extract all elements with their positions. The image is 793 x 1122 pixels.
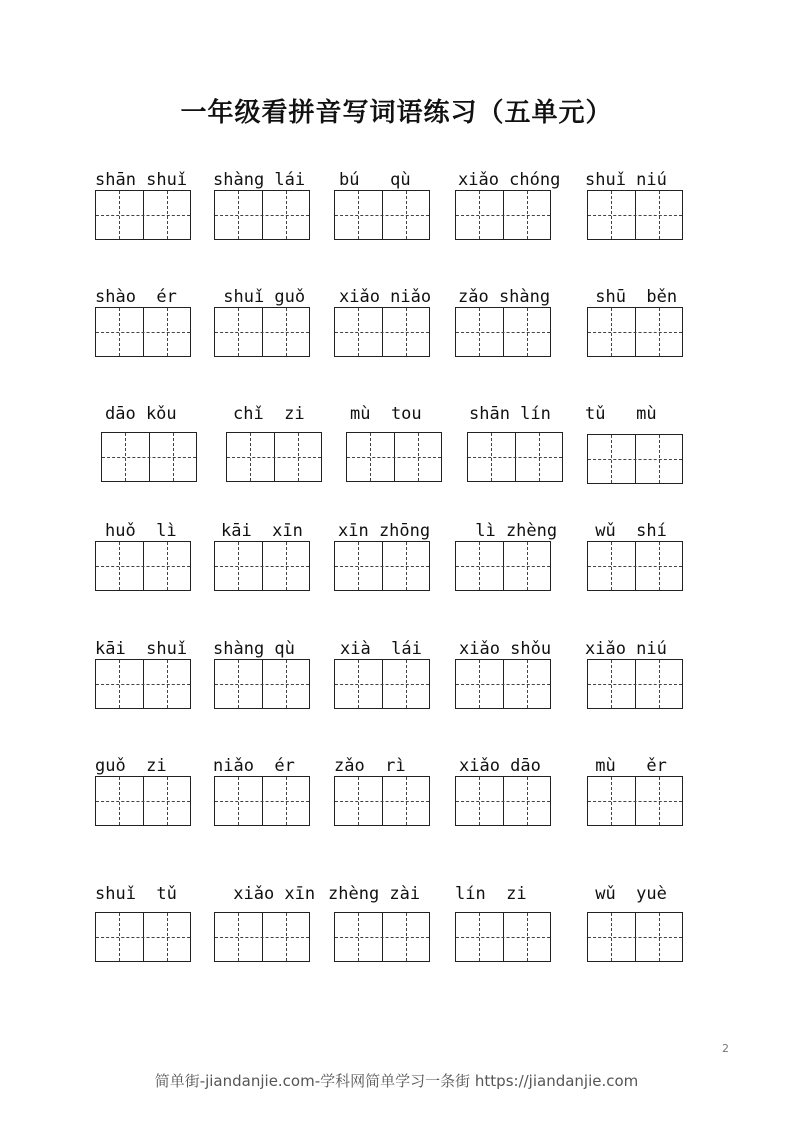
grid-guide-line [659, 435, 660, 483]
grid-guide-line [286, 191, 287, 239]
grid-guide-line [125, 433, 126, 481]
pinyin-label: tǔ mù [585, 404, 657, 424]
grid-guide-line [119, 777, 120, 825]
grid-guide-line [298, 433, 299, 481]
grid-guide-line [119, 308, 120, 356]
grid-guide-line [167, 308, 168, 356]
writing-grid[interactable] [226, 432, 322, 482]
grid-guide-line [215, 215, 309, 216]
pinyin-label: shàng qù [213, 639, 295, 659]
pinyin-label: shuǐ tǔ [95, 884, 177, 904]
writing-grid[interactable] [214, 659, 310, 709]
grid-guide-line [335, 332, 429, 333]
grid-guide-line [468, 457, 562, 458]
writing-grid[interactable] [455, 190, 551, 240]
writing-grid[interactable] [214, 541, 310, 591]
grid-guide-line [456, 937, 550, 938]
grid-guide-line [527, 660, 528, 708]
grid-guide-line [358, 191, 359, 239]
pinyin-label: guǒ zi [95, 756, 167, 776]
pinyin-label: shān lín [469, 404, 551, 424]
grid-guide-line [167, 191, 168, 239]
grid-guide-line [96, 684, 190, 685]
grid-guide-line [286, 660, 287, 708]
writing-grid[interactable] [334, 541, 430, 591]
writing-grid[interactable] [455, 659, 551, 709]
pinyin-label: shào ér [95, 287, 177, 307]
grid-guide-line [659, 777, 660, 825]
grid-guide-line [611, 542, 612, 590]
grid-guide-line [456, 215, 550, 216]
grid-guide-line [96, 937, 190, 938]
grid-guide-line [347, 457, 441, 458]
grid-guide-line [588, 215, 682, 216]
writing-grid[interactable] [587, 541, 683, 591]
page-number: 2 [722, 1042, 729, 1055]
grid-guide-line [491, 433, 492, 481]
grid-guide-line [119, 542, 120, 590]
grid-guide-line [335, 937, 429, 938]
grid-guide-line [588, 332, 682, 333]
grid-guide-line [238, 913, 239, 961]
writing-grid[interactable] [334, 307, 430, 357]
grid-guide-line [286, 913, 287, 961]
grid-guide-line [588, 459, 682, 460]
grid-guide-line [479, 191, 480, 239]
pinyin-label: kāi shuǐ [95, 639, 188, 659]
grid-guide-line [611, 308, 612, 356]
grid-guide-line [479, 913, 480, 961]
pinyin-label: niǎo ér [213, 756, 295, 776]
grid-guide-line [659, 308, 660, 356]
grid-guide-line [406, 191, 407, 239]
pinyin-label: xiǎo dāo [459, 756, 541, 776]
grid-guide-line [370, 433, 371, 481]
pinyin-label: shuǐ niú [585, 170, 667, 190]
grid-guide-line [96, 801, 190, 802]
writing-grid[interactable] [455, 912, 551, 962]
grid-guide-line [527, 913, 528, 961]
pinyin-label: xiǎo shǒu [459, 639, 552, 659]
writing-grid[interactable] [455, 541, 551, 591]
grid-guide-line [286, 308, 287, 356]
writing-grid[interactable] [214, 912, 310, 962]
grid-guide-line [119, 660, 120, 708]
grid-guide-line [167, 542, 168, 590]
grid-guide-line [611, 913, 612, 961]
grid-guide-line [238, 191, 239, 239]
grid-guide-line [215, 332, 309, 333]
grid-guide-line [96, 332, 190, 333]
grid-guide-line [215, 566, 309, 567]
pinyin-label: dāo kǒu [105, 404, 177, 424]
grid-guide-line [102, 457, 196, 458]
grid-guide-line [119, 913, 120, 961]
grid-guide-line [611, 777, 612, 825]
writing-grid[interactable] [334, 912, 430, 962]
grid-guide-line [479, 777, 480, 825]
writing-grid[interactable] [95, 541, 191, 591]
worksheet-title: 一年级看拼音写词语练习（五单元） [180, 98, 613, 128]
writing-grid[interactable] [95, 190, 191, 240]
pinyin-label: xīn zhōng [338, 521, 431, 541]
grid-guide-line [659, 660, 660, 708]
writing-grid[interactable] [587, 190, 683, 240]
grid-guide-line [456, 801, 550, 802]
grid-guide-line [335, 801, 429, 802]
grid-guide-line [611, 435, 612, 483]
grid-guide-line [588, 684, 682, 685]
grid-guide-line [406, 660, 407, 708]
grid-guide-line [611, 660, 612, 708]
pinyin-label: xià lái [340, 639, 422, 659]
writing-grid[interactable] [334, 190, 430, 240]
grid-guide-line [167, 777, 168, 825]
grid-guide-line [588, 937, 682, 938]
pinyin-label: wǔ shí [585, 521, 667, 541]
pinyin-label: lì zhèng [465, 521, 558, 541]
grid-guide-line [286, 542, 287, 590]
pinyin-label: bú qù [339, 170, 411, 190]
grid-guide-line [611, 191, 612, 239]
grid-guide-line [215, 801, 309, 802]
pinyin-label: huǒ lì [105, 521, 177, 541]
pinyin-label: zhèng zài [328, 884, 421, 904]
grid-guide-line [167, 913, 168, 961]
grid-guide-line [588, 801, 682, 802]
writing-grid[interactable] [587, 776, 683, 826]
grid-guide-line [406, 777, 407, 825]
grid-guide-line [456, 684, 550, 685]
grid-guide-line [286, 777, 287, 825]
writing-grid[interactable] [587, 434, 683, 484]
grid-guide-line [406, 913, 407, 961]
grid-guide-line [659, 542, 660, 590]
grid-guide-line [358, 660, 359, 708]
pinyin-label: zǎo shàng [458, 287, 551, 307]
grid-guide-line [167, 660, 168, 708]
pinyin-label: shān shuǐ [95, 170, 188, 190]
grid-guide-line [358, 913, 359, 961]
grid-guide-line [238, 308, 239, 356]
writing-grid[interactable] [587, 307, 683, 357]
grid-guide-line [539, 433, 540, 481]
writing-grid[interactable] [95, 776, 191, 826]
grid-guide-line [335, 215, 429, 216]
grid-guide-line [215, 937, 309, 938]
writing-grid[interactable] [455, 307, 551, 357]
grid-guide-line [358, 777, 359, 825]
pinyin-label: chǐ zi [233, 404, 305, 424]
writing-grid[interactable] [455, 776, 551, 826]
grid-guide-line [588, 566, 682, 567]
grid-guide-line [96, 215, 190, 216]
grid-guide-line [479, 660, 480, 708]
pinyin-label: zǎo rì [334, 756, 406, 776]
writing-grid[interactable] [334, 659, 430, 709]
pinyin-label: kāi xīn [221, 521, 303, 541]
grid-guide-line [335, 566, 429, 567]
grid-guide-line [238, 660, 239, 708]
writing-grid[interactable] [214, 307, 310, 357]
pinyin-label: mù tou [350, 404, 422, 424]
grid-guide-line [238, 777, 239, 825]
footer-text: 简单街-jiandanjie.com-学科网简单学习一条街 https://jiandanjie.com [154, 1072, 639, 1090]
grid-guide-line [406, 308, 407, 356]
writing-grid[interactable] [95, 659, 191, 709]
grid-guide-line [527, 308, 528, 356]
writing-grid[interactable] [587, 659, 683, 709]
grid-guide-line [527, 777, 528, 825]
pinyin-label: shàng lái [213, 170, 306, 190]
grid-guide-line [119, 191, 120, 239]
writing-grid[interactable] [214, 776, 310, 826]
pinyin-label: xiǎo niú [585, 639, 667, 659]
grid-guide-line [335, 684, 429, 685]
grid-guide-line [215, 684, 309, 685]
writing-grid[interactable] [587, 912, 683, 962]
grid-guide-line [527, 191, 528, 239]
writing-grid[interactable] [101, 432, 197, 482]
grid-guide-line [456, 332, 550, 333]
writing-grid[interactable] [214, 190, 310, 240]
grid-guide-line [227, 457, 321, 458]
pinyin-label: lín zi [455, 884, 527, 904]
grid-guide-line [418, 433, 419, 481]
pinyin-label: xiǎo xīn [223, 884, 316, 904]
writing-grid[interactable] [95, 307, 191, 357]
grid-guide-line [527, 542, 528, 590]
grid-guide-line [358, 308, 359, 356]
grid-guide-line [479, 308, 480, 356]
grid-guide-line [96, 566, 190, 567]
grid-guide-line [456, 566, 550, 567]
pinyin-label: shuǐ guǒ [213, 287, 306, 307]
writing-grid[interactable] [346, 432, 442, 482]
grid-guide-line [479, 542, 480, 590]
grid-guide-line [173, 433, 174, 481]
writing-grid[interactable] [95, 912, 191, 962]
grid-guide-line [238, 542, 239, 590]
grid-guide-line [659, 191, 660, 239]
writing-grid[interactable] [334, 776, 430, 826]
grid-guide-line [659, 913, 660, 961]
writing-grid[interactable] [467, 432, 563, 482]
grid-guide-line [358, 542, 359, 590]
pinyin-label: wǔ yuè [585, 884, 667, 904]
pinyin-label: shū běn [585, 287, 678, 307]
grid-guide-line [250, 433, 251, 481]
pinyin-label: xiǎo chóng [458, 170, 561, 190]
grid-guide-line [406, 542, 407, 590]
pinyin-label: xiǎo niǎo [339, 287, 432, 307]
pinyin-label: mù ěr [585, 756, 667, 776]
